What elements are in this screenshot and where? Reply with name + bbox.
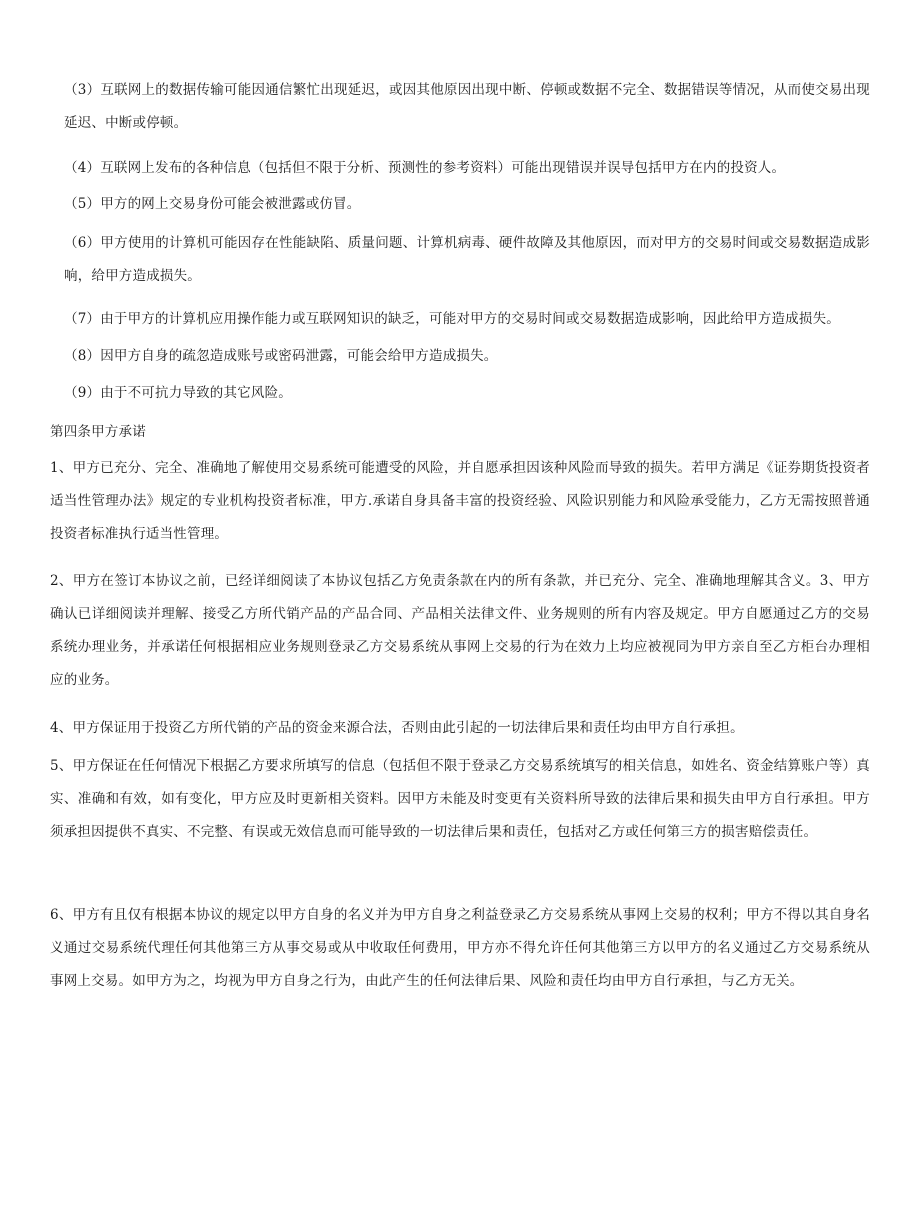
commitment-4: 4、甲方保证用于投资乙方所代销的产品的资金来源合法，否则由此引起的一切法律后果和责任均由甲方自行承担。 bbox=[50, 720, 744, 736]
risk-item-8: （8）因甲方自身的疏忽造成账号或密码泄露，可能会给甲方造成损失。 bbox=[64, 348, 498, 364]
commitment-6: 6、甲方有且仅有根据本协议的规定以甲方自身的名义并为甲方自身之利益登录乙方交易系统从事网上交易的权利；甲方不得以其自身名义通过交易系统代理任何其他第三方从事交易或从中收取任何费用，甲方亦不得允许任何其他第三方以甲方的名义通过乙方交易系统从事网上交易。如甲方为之，均视为甲方自身之行为，由此产生的任何法律后果、风险和责任均由甲方自行承担，与乙方无关。 bbox=[50, 907, 870, 989]
risk-item-7: （7）由于甲方的计算机应用操作能力或互联网知识的缺乏，可能对甲方的交易时间或交易数据造成影响，因此给甲方造成损失。 bbox=[64, 311, 840, 327]
commitment-1: 1、甲方已充分、完全、准确地了解使用交易系统可能遭受的风险，并自愿承担因该种风险而导致的损失。若甲方满足《证券期货投资者适当性管理办法》规定的专业机构投资者标准，甲方.承诺自身具备丰富的投资经验、风险识别能力和风险承受能力，乙方无需按照普通投资者标准执行适当性管理。 bbox=[50, 460, 870, 542]
commitment-5: 5、甲方保证在任何情况下根据乙方要求所填写的信息（包括但不限于登录乙方交易系统填写的相关信息，如姓名、资金结算账户等）真实、准确和有效，如有变化，甲方应及时更新相关资料。因甲方未能及时变更有关资料所导致的法律后果和损失由甲方自行承担。甲方须承担因提供不真实、不完整、有误或无效信息而可能导致的一切法律后果和责任，包括对乙方或任何第三方的损害赔偿责任。 bbox=[50, 758, 870, 840]
risk-item-5: （5）甲方的网上交易身份可能会被泄露或仿冒。 bbox=[64, 196, 361, 212]
risk-item-3: （3）互联网上的数据传输可能因通信繁忙出现延迟，或因其他原因出现中断、停顿或数据不完全、数据错误等情况，从而使交易出现延迟、中断或停顿。 bbox=[64, 82, 870, 131]
risk-item-9: （9）由于不可抗力导致的其它风险。 bbox=[64, 385, 292, 401]
risk-item-4: （4）互联网上发布的各种信息（包括但不限于分析、预测性的参考资料）可能出现错误并误导包括甲方在内的投资人。 bbox=[64, 160, 786, 176]
commitment-2-3: 2、甲方在签订本协议之前，已经详细阅读了本协议包括乙方免责条款在内的所有条款，并已充分、完全、准确地理解其含义。3、甲方确认已详细阅读并理解、接受乙方所代销产品的产品合同、产品相关法律文件、业务规则的所有内容及规定。甲方自愿通过乙方的交易系统办理业务，并承诺任何根据相应业务规则登录乙方交易系统从事网上交易的行为在效力上均应被视同为甲方亲自至乙方柜台办理相应的业务。 bbox=[50, 573, 870, 688]
risk-item-6: （6）甲方使用的计算机可能因存在性能缺陷、质量问题、计算机病毒、硬件故障及其他原因，而对甲方的交易时间或交易数据造成影响，给甲方造成损失。 bbox=[64, 235, 870, 284]
section-title: 第四条甲方承诺 bbox=[50, 424, 146, 440]
